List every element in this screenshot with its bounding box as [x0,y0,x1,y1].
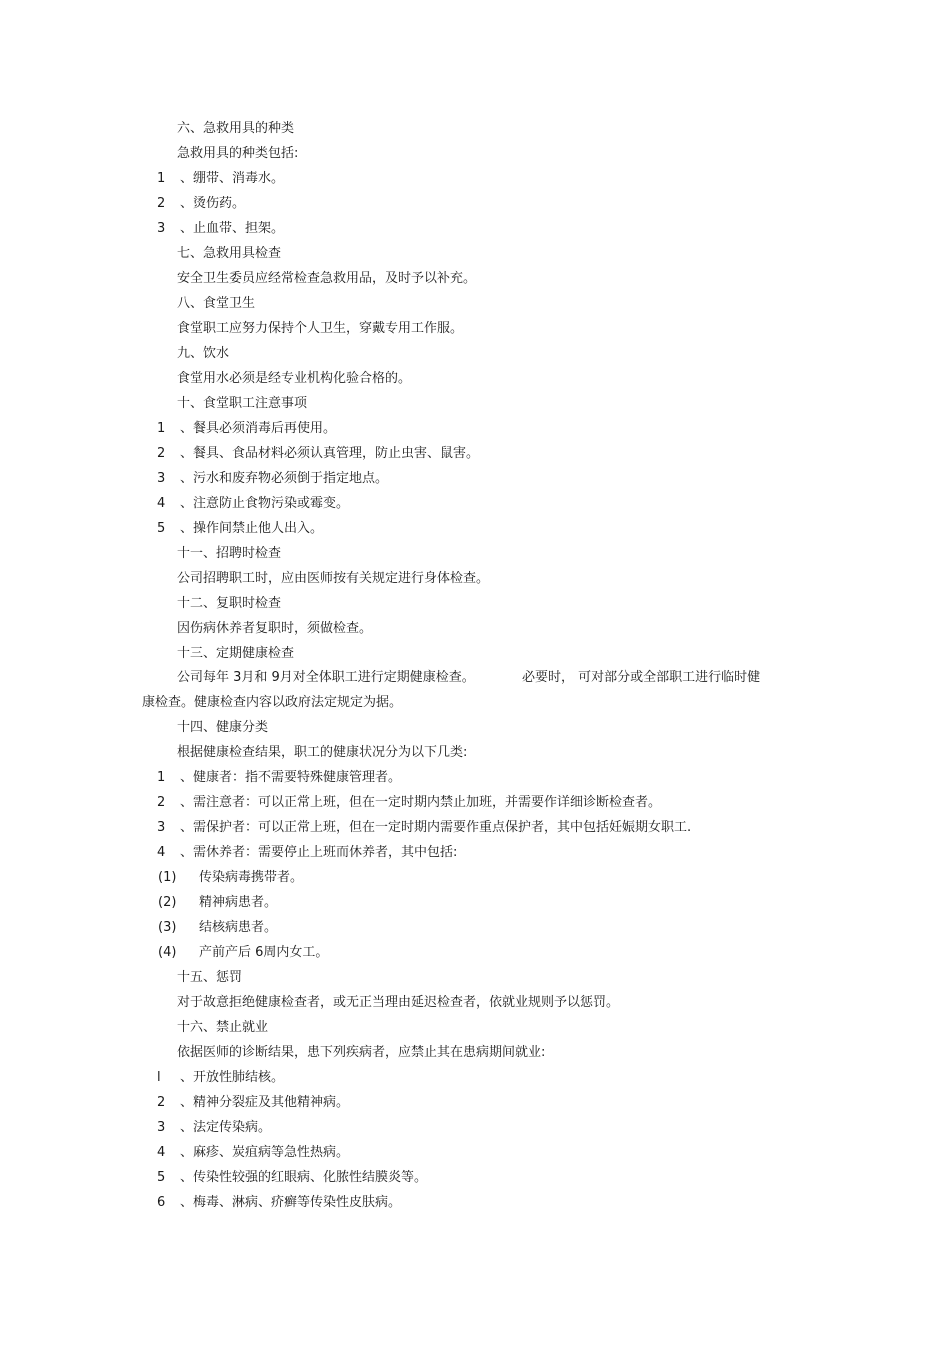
list-item-text: 、精神分裂症及其他精神病。 [180,1095,350,1110]
list-item-text: 、注意防止食物污染或霉变。 [180,496,350,511]
text-line: 急救用具的种类包括: [177,146,299,161]
list-item-number: (4) [158,945,177,960]
list-item-number: 4 [157,845,166,860]
list-item-number: 2 [157,1095,166,1110]
list-item-number: 3 [157,820,166,835]
list-item-number: 4 [157,1145,166,1160]
list-item-text: 、法定传染病。 [180,1120,272,1135]
list-item-number: 5 [157,1170,166,1185]
text-line: 十三、定期健康检查 [177,646,295,661]
list-item-text: 、止血带、担架。 [180,221,285,236]
paragraph-13-line2: 康检查。健康检查内容以政府法定规定为据。 [142,695,403,710]
list-item-text: 、健康者：指不需要特殊健康管理者。 [180,770,402,785]
list-item-text: 、操作间禁止他人出入。 [180,521,324,536]
text-line: 十五、惩罚 [177,970,243,985]
text-line: 八、食堂卫生 [177,296,256,311]
text-line: 公司招聘职工时，应由医师按有关规定进行身体检查。 [177,571,490,586]
list-item-text: 、需休养者：需要停止上班而休养者，其中包括: [180,845,458,860]
list-item-text: 、烫伤药。 [180,196,246,211]
text-line: 十六、禁止就业 [177,1020,269,1035]
text-line: 十二、复职时检查 [177,596,282,611]
paragraph-13-line1-part2: 必要时， 可对部分或全部职工进行临时健 [522,670,761,685]
text-line: 对于故意拒绝健康检查者，或无正当理由延迟检查者，依就业规则予以惩罚。 [177,995,620,1010]
list-item-text: 、麻疹、炭疽病等急性热病。 [180,1145,350,1160]
list-item-number: (3) [158,920,177,935]
text-line: 根据健康检查结果，职工的健康状况分为以下几类: [177,745,468,760]
text-line: 食堂用水必须是经专业机构化验合格的。 [177,371,412,386]
list-item-number: 5 [157,521,166,536]
list-item-number: 3 [157,1120,166,1135]
text-line: 十四、健康分类 [177,720,269,735]
list-item-number: 3 [157,471,166,486]
paragraph-13-line1-part1: 公司每年 3月和 9月对全体职工进行定期健康检查。 [177,670,475,685]
list-item-text: 、污水和废弃物必须倒于指定地点。 [180,471,389,486]
list-item-text: 、餐具、食品材料必须认真管理，防止虫害、鼠害。 [180,446,480,461]
text-line: 六、急救用具的种类 [177,121,295,136]
list-item-number: (1) [158,870,177,885]
list-item-number: 3 [157,221,166,236]
list-item-text: 、梅毒、淋病、疥癣等传染性皮肤病。 [180,1195,402,1210]
text-line: 十、食堂职工注意事项 [177,396,308,411]
list-item-text: 、绷带、消毒水。 [180,171,285,186]
list-item-text: 、需保护者：可以正常上班，但在一定时期内需要作重点保护者，其中包括妊娠期女职工. [180,820,692,835]
list-item-number: 1 [157,421,166,436]
list-item-text: 结核病患者。 [199,920,278,935]
text-line: 十一、招聘时检查 [177,546,282,561]
text-line: 依据医师的诊断结果，患下列疾病者，应禁止其在患病期间就业: [177,1045,546,1060]
text-line: 七、急救用具检查 [177,246,282,261]
text-line: 九、饮水 [177,346,230,361]
text-line: 安全卫生委员应经常检查急救用品，及时予以补充。 [177,271,477,286]
list-item-number: (2) [158,895,177,910]
list-item-text: 、开放性肺结核。 [180,1070,285,1085]
list-item-number: 4 [157,496,166,511]
list-item-text: 精神病患者。 [199,895,278,910]
list-item-number: 1 [157,171,166,186]
list-item-text: 、传染性较强的红眼病、化脓性结膜炎等。 [180,1170,428,1185]
list-item-number: 6 [157,1195,166,1210]
list-item-text: 产前产后 6周内女工。 [199,945,329,960]
text-line: 食堂职工应努力保持个人卫生，穿戴专用工作服。 [177,321,464,336]
text-line: 因伤病休养者复职时，须做检查。 [177,621,373,636]
list-item-text: 、餐具必须消毒后再使用。 [180,421,337,436]
list-item-number: 2 [157,446,166,461]
list-item-text: 传染病毒携带者。 [199,870,304,885]
list-item-number: 2 [157,795,166,810]
list-item-text: 、需注意者：可以正常上班，但在一定时期内禁止加班，并需要作详细诊断检查者。 [180,795,662,810]
list-item-number: l [157,1070,161,1085]
list-item-number: 1 [157,770,166,785]
list-item-number: 2 [157,196,166,211]
